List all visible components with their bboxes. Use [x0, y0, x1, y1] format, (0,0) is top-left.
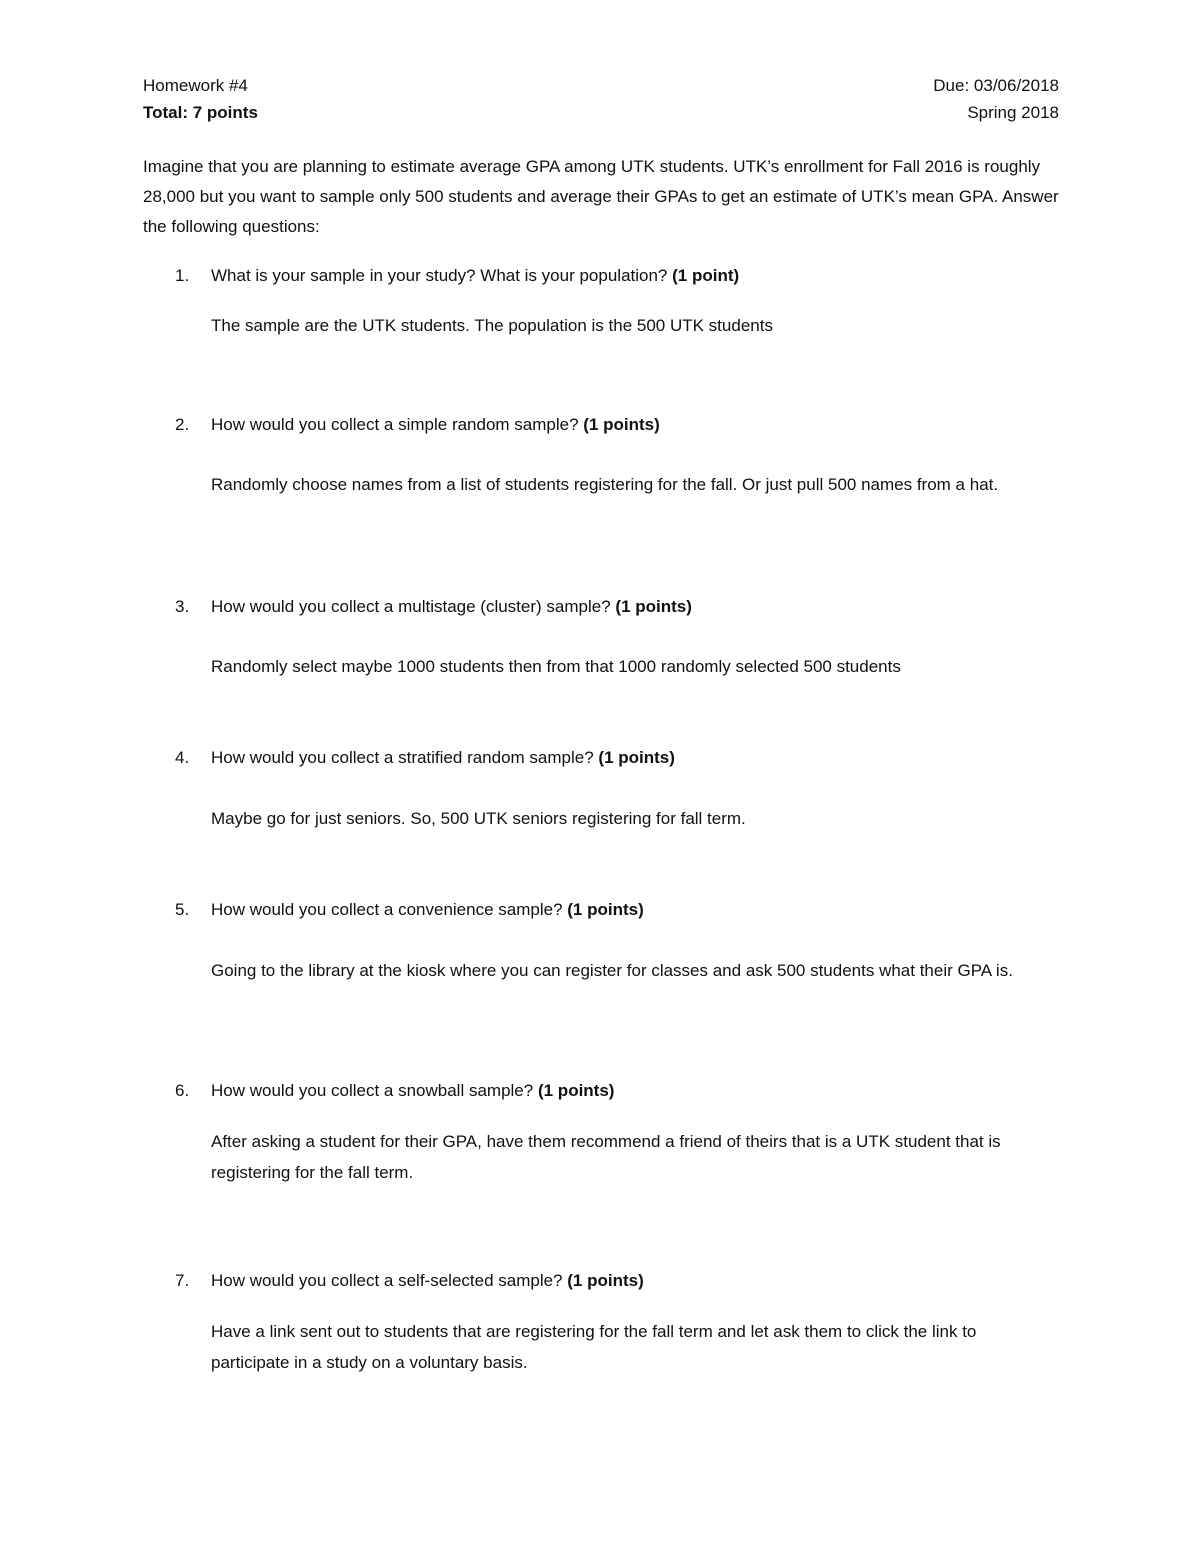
header-row-1 — [143, 75, 1059, 97]
question-text: How would you collect a multistage (cluster) sample? — [211, 597, 611, 616]
answer-6: After asking a student for their GPA, have them recommend a friend of theirs that is a UTK student that is registering for the fall term. — [211, 1132, 1001, 1182]
question-text: How would you collect a self-selected sample? — [211, 1271, 563, 1290]
answer-3: Randomly select maybe 1000 students then from that 1000 randomly selected 500 students — [211, 657, 901, 676]
term: Spring 2018 — [967, 103, 1059, 122]
question-text: How would you collect a convenience sample? — [211, 900, 563, 919]
question-number: 6. — [175, 1081, 190, 1100]
question-points: (1 points) — [567, 1271, 644, 1290]
question-number: 2. — [175, 415, 190, 434]
intro-paragraph: Imagine that you are planning to estimate average GPA among UTK students. UTK’s enrollment for Fall 2016 is roughly 28,000 but you want to sample only 500 students and average their GPAs to get an estimate of UTK’s mean GPA. Answer the following questions: — [143, 157, 1059, 236]
question-text: How would you collect a snowball sample? — [211, 1081, 534, 1100]
answer-5: Going to the library at the kiosk where you can register for classes and ask 500 students what their GPA is. — [211, 961, 1013, 980]
question-2 — [143, 414, 1059, 436]
question-text: What is your sample in your study? What is your population? — [211, 266, 668, 285]
question-number: 1. — [175, 266, 190, 285]
question-7 — [143, 1270, 1059, 1292]
question-points: (1 point) — [672, 266, 740, 285]
question-6 — [143, 1080, 1059, 1102]
question-number: 7. — [175, 1271, 190, 1290]
question-5 — [143, 899, 1059, 921]
question-points: (1 points) — [598, 748, 675, 767]
homework-title: Homework #4 — [143, 76, 248, 95]
question-text: How would you collect a simple random sample? — [211, 415, 579, 434]
header-row-2 — [143, 102, 1059, 124]
question-1 — [143, 265, 1059, 287]
due-date: Due: 03/06/2018 — [933, 76, 1059, 95]
question-number: 4. — [175, 748, 190, 767]
answer-2: Randomly choose names from a list of students registering for the fall. Or just pull 500 names from a hat. — [211, 475, 999, 494]
question-text: How would you collect a stratified random sample? — [211, 748, 594, 767]
question-3 — [143, 596, 1059, 618]
question-number: 5. — [175, 900, 190, 919]
total-points: Total: 7 points — [143, 103, 258, 122]
answer-1: The sample are the UTK students. The population is the 500 UTK students — [211, 316, 773, 335]
question-points: (1 points) — [567, 900, 644, 919]
question-points: (1 points) — [537, 1081, 615, 1100]
question-4 — [143, 747, 1059, 769]
answer-4: Maybe go for just seniors. So, 500 UTK seniors registering for fall term. — [211, 809, 746, 828]
question-points: (1 points) — [615, 597, 692, 616]
question-number: 3. — [175, 597, 190, 616]
answer-7: Have a link sent out to students that are registering for the fall term and let ask them to click the link to participate in a study on a voluntary basis. — [211, 1322, 977, 1372]
question-points: (1 points) — [583, 415, 660, 434]
